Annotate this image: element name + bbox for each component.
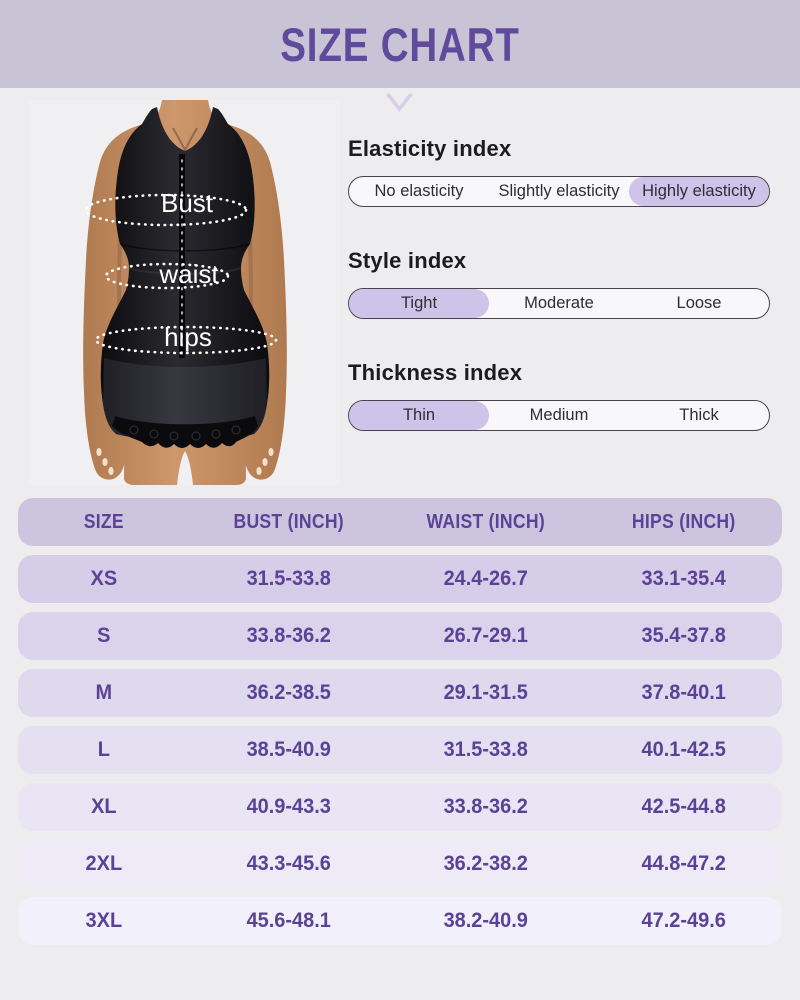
bust-cell: 36.2-38.5 xyxy=(246,681,331,704)
column-header-bust: BUST (INCH) xyxy=(233,510,344,533)
bust-cell: 31.5-33.8 xyxy=(246,567,331,590)
waist-cell: 33.8-36.2 xyxy=(443,795,528,818)
chevron-down-icon xyxy=(385,92,413,114)
hips-cell: 42.5-44.8 xyxy=(641,795,726,818)
option-loose: Loose xyxy=(676,294,722,312)
table-row-s xyxy=(18,612,782,660)
size-cell: 3XL xyxy=(85,909,123,932)
thickness-index-bar xyxy=(348,400,770,431)
table-row-2xl xyxy=(18,840,782,888)
style-index-title: Style index xyxy=(348,248,467,273)
waist-cell: 31.5-33.8 xyxy=(443,738,528,761)
header-band xyxy=(0,0,800,88)
size-cell: XS xyxy=(90,567,118,590)
size-cell: M xyxy=(95,681,113,704)
thickness-index-title: Thickness index xyxy=(348,360,523,385)
index-section-thickness xyxy=(348,360,770,431)
size-cell: L xyxy=(97,738,110,761)
index-section-elasticity xyxy=(348,136,770,207)
table-row-3xl xyxy=(18,897,782,945)
table-row-xl xyxy=(18,783,782,831)
bust-cell: 38.5-40.9 xyxy=(246,738,331,761)
column-header-size: SIZE xyxy=(83,510,124,533)
hips-cell: 40.1-42.5 xyxy=(641,738,726,761)
model-photo xyxy=(30,100,340,485)
size-table xyxy=(18,498,782,945)
hips-cell: 33.1-35.4 xyxy=(641,567,726,590)
table-row-m xyxy=(18,669,782,717)
waist-cell: 29.1-31.5 xyxy=(443,681,528,704)
table-row-l xyxy=(18,726,782,774)
index-panel xyxy=(348,88,770,485)
column-header-waist: WAIST (INCH) xyxy=(426,510,546,533)
option-moderate: Moderate xyxy=(524,294,594,312)
option-no-elasticity: No elasticity xyxy=(374,182,464,200)
elasticity-index-title: Elasticity index xyxy=(348,136,512,161)
page-title: SIZE CHART xyxy=(280,17,520,71)
column-header-hips: HIPS (INCH) xyxy=(631,510,736,533)
hips-label: hips xyxy=(164,322,212,352)
size-cell: XL xyxy=(91,795,117,818)
option-medium: Medium xyxy=(529,406,589,424)
top-section xyxy=(0,88,800,485)
bust-cell: 40.9-43.3 xyxy=(246,795,331,818)
table-row-xs xyxy=(18,555,782,603)
waist-label: waist xyxy=(159,259,219,289)
bust-cell: 45.6-48.1 xyxy=(246,909,331,932)
waist-cell: 36.2-38.2 xyxy=(443,852,528,875)
size-cell: 2XL xyxy=(85,852,123,875)
bust-label: Bust xyxy=(160,188,214,218)
option-thin: Thin xyxy=(349,401,489,430)
waist-cell: 26.7-29.1 xyxy=(443,624,528,647)
option-tight: Tight xyxy=(349,289,489,318)
waist-cell: 24.4-26.7 xyxy=(443,567,528,590)
hips-cell: 37.8-40.1 xyxy=(641,681,726,704)
hips-cell: 35.4-37.8 xyxy=(641,624,726,647)
option-slightly-elasticity: Slightly elasticity xyxy=(498,182,620,200)
waist-cell: 38.2-40.9 xyxy=(443,909,528,932)
hips-cell: 44.8-47.2 xyxy=(641,852,726,875)
size-cell: S xyxy=(97,624,111,647)
option-highly-elasticity: Highly elasticity xyxy=(629,177,769,206)
bust-cell: 33.8-36.2 xyxy=(246,624,331,647)
hips-cell: 47.2-49.6 xyxy=(641,909,726,932)
option-thick: Thick xyxy=(679,406,719,424)
style-index-bar xyxy=(348,288,770,319)
index-section-style xyxy=(348,248,770,319)
elasticity-index-bar xyxy=(348,176,770,207)
table-header-row xyxy=(18,498,782,546)
bust-cell: 43.3-45.6 xyxy=(246,852,331,875)
model-figure-illustration xyxy=(30,100,340,485)
